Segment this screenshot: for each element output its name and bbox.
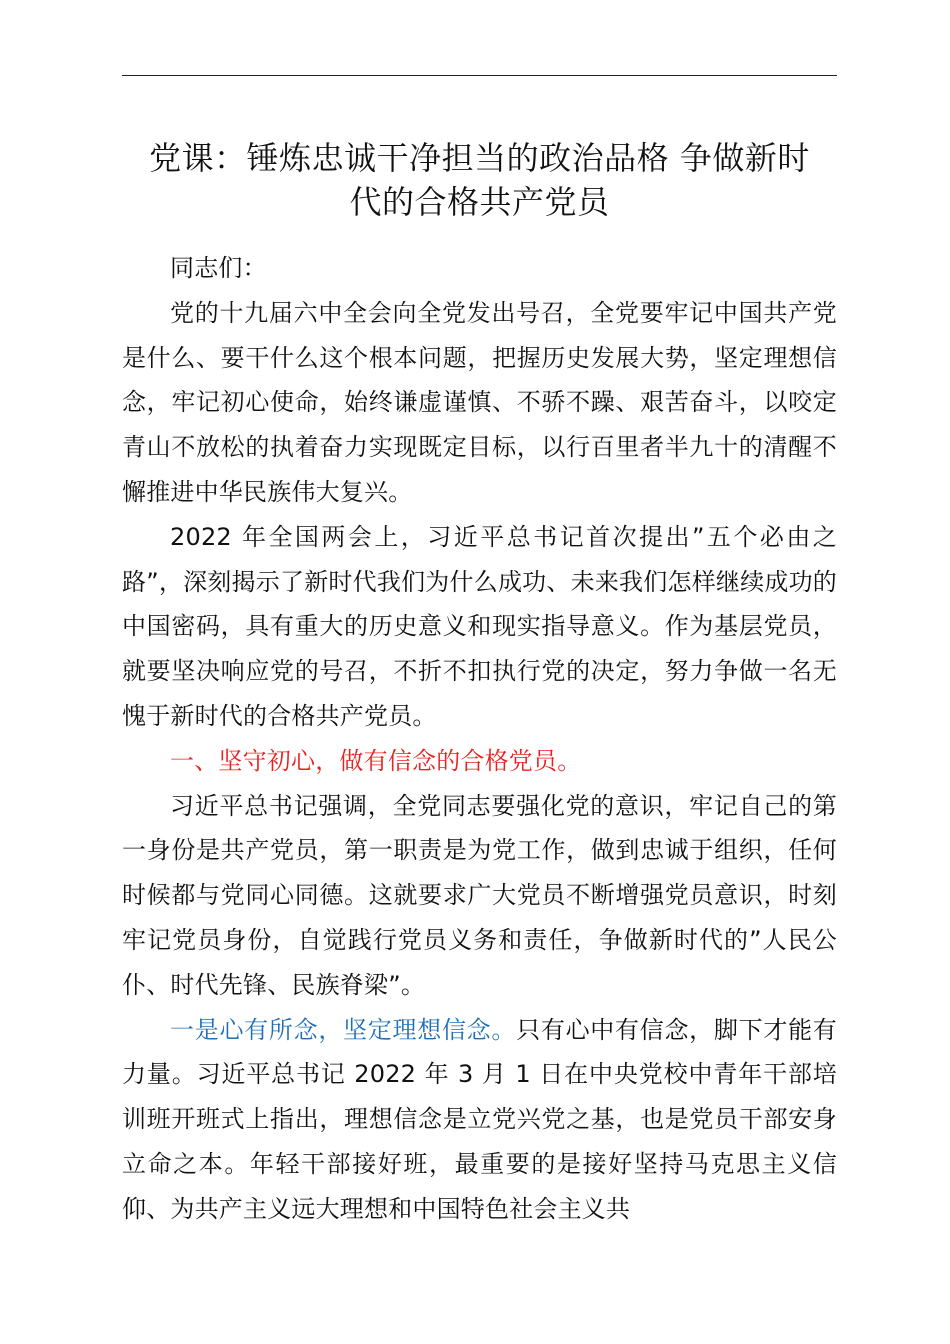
section-heading-1: 一、坚守初心，做有信念的合格党员。 <box>170 746 582 775</box>
title-line-2: 代的合格共产党员 <box>349 183 610 221</box>
paragraph-4-body: 只有心中有信念，脚下才能有力量。习近平总书记 2022 年 3 月 1 日在中央党校中青年干部培训班开班式上指出，理想信念是立党兴党之基，也是党员干部安身立命之本。年轻干部接好班，最重要的是接好坚持马克思主义信仰、为共产主义远大理想和中国特色社会主义共 <box>122 1015 837 1223</box>
paragraph-2: 2022 年全国两会上，习近平总书记首次提出”五个必由之路”，深刻揭示了新时代我们为什么成功、未来我们怎样继续成功的中国密码，具有重大的历史意义和现实指导意义。作为基层党员，就要坚决响应党的号召，不折不扣执行党的决定，努力争做一名无愧于新时代的合格共产党员。 <box>122 522 837 730</box>
paragraph-4-lead: 一是心有所念，坚定理想信念。 <box>170 1015 517 1044</box>
document-body <box>122 136 837 1232</box>
title-line-1: 党课：锤炼忠诚干净担当的政治品格 争做新时 <box>149 139 810 177</box>
paragraph-1: 党的十九届六中全会向全党发出号召，全党要牢记中国共产党是什么、要干什么这个根本问题，把握历史发展大势，坚定理想信念，牢记初心使命，始终谦虚谨慎、不骄不躁、艰苦奋斗，以咬定青山不放松的执着奋力实现既定目标，以行百里者半九十的清醒不懈推进中华民族伟大复兴。 <box>122 298 837 506</box>
paragraph-3: 习近平总书记强调，全党同志要强化党的意识，牢记自己的第一身份是共产党员，第一职责是为党工作，做到忠诚于组织，任何时候都与党同心同德。这就要求广大党员不断增强党员意识，时刻牢记党员身份，自觉践行党员义务和责任，争做新时代的”人民公仆、时代先锋、民族脊梁”。 <box>122 791 837 999</box>
salutation: 同志们： <box>170 254 267 282</box>
paragraph-4 <box>122 1008 837 1232</box>
page-title <box>122 136 837 224</box>
header-rule <box>122 75 837 76</box>
